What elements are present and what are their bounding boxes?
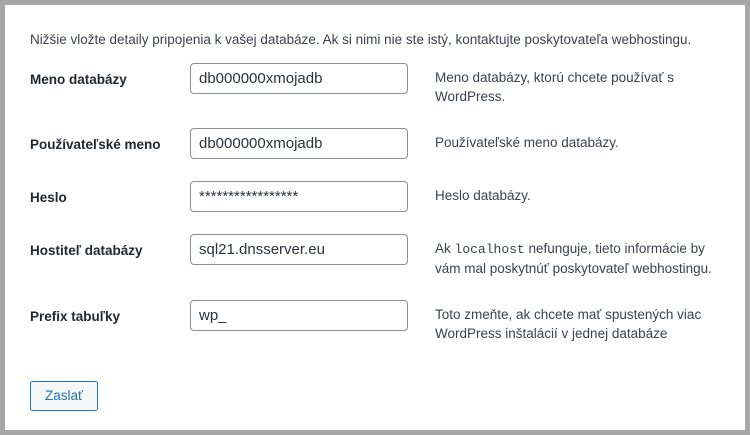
submit-button[interactable]: Zaslať <box>30 381 98 411</box>
db-host-description <box>435 234 730 300</box>
table-prefix-input[interactable] <box>190 300 408 331</box>
table-row-db-name <box>30 63 730 128</box>
table-row-db-host <box>30 234 730 300</box>
db-connection-form-table <box>30 63 730 365</box>
table-prefix-description: Toto zmeňte, ak chcete mať spustených viac WordPress inštalácií v jednej databáze <box>435 307 702 341</box>
table-prefix-label: Prefix tabuľky <box>30 309 120 324</box>
db-name-description: Meno databázy, ktorú chcete používať s WordPress. <box>435 70 674 104</box>
db-host-desc-prefix: Ak <box>435 241 455 256</box>
table-row-db-user <box>30 128 730 181</box>
submit-row <box>30 381 725 411</box>
db-name-input[interactable] <box>190 63 408 94</box>
db-password-label: Heslo <box>30 190 67 205</box>
localhost-code: localhost <box>454 242 525 257</box>
db-name-label: Meno databázy <box>30 72 127 87</box>
table-row-table-prefix <box>30 300 730 365</box>
db-user-input[interactable] <box>190 128 408 159</box>
db-password-description: Heslo databázy. <box>435 188 531 203</box>
db-user-description: Používateľské meno databázy. <box>435 135 619 150</box>
db-host-input[interactable] <box>190 234 408 265</box>
db-host-desc-suffix: nefunguje, tieto informácie by vám mal poskytnúť poskytovateľ webhostingu. <box>435 241 712 276</box>
table-row-db-password <box>30 181 730 234</box>
db-password-input[interactable] <box>190 181 408 212</box>
intro-text: Nižšie vložte detaily pripojenia k vašej databáze. Ak si nimi nie ste istý, kontaktujte poskytovateľa webhostingu. <box>30 32 692 47</box>
page-content <box>5 31 745 411</box>
db-host-label: Hostiteľ databázy <box>30 243 143 258</box>
db-user-label: Používateľské meno <box>30 137 161 152</box>
